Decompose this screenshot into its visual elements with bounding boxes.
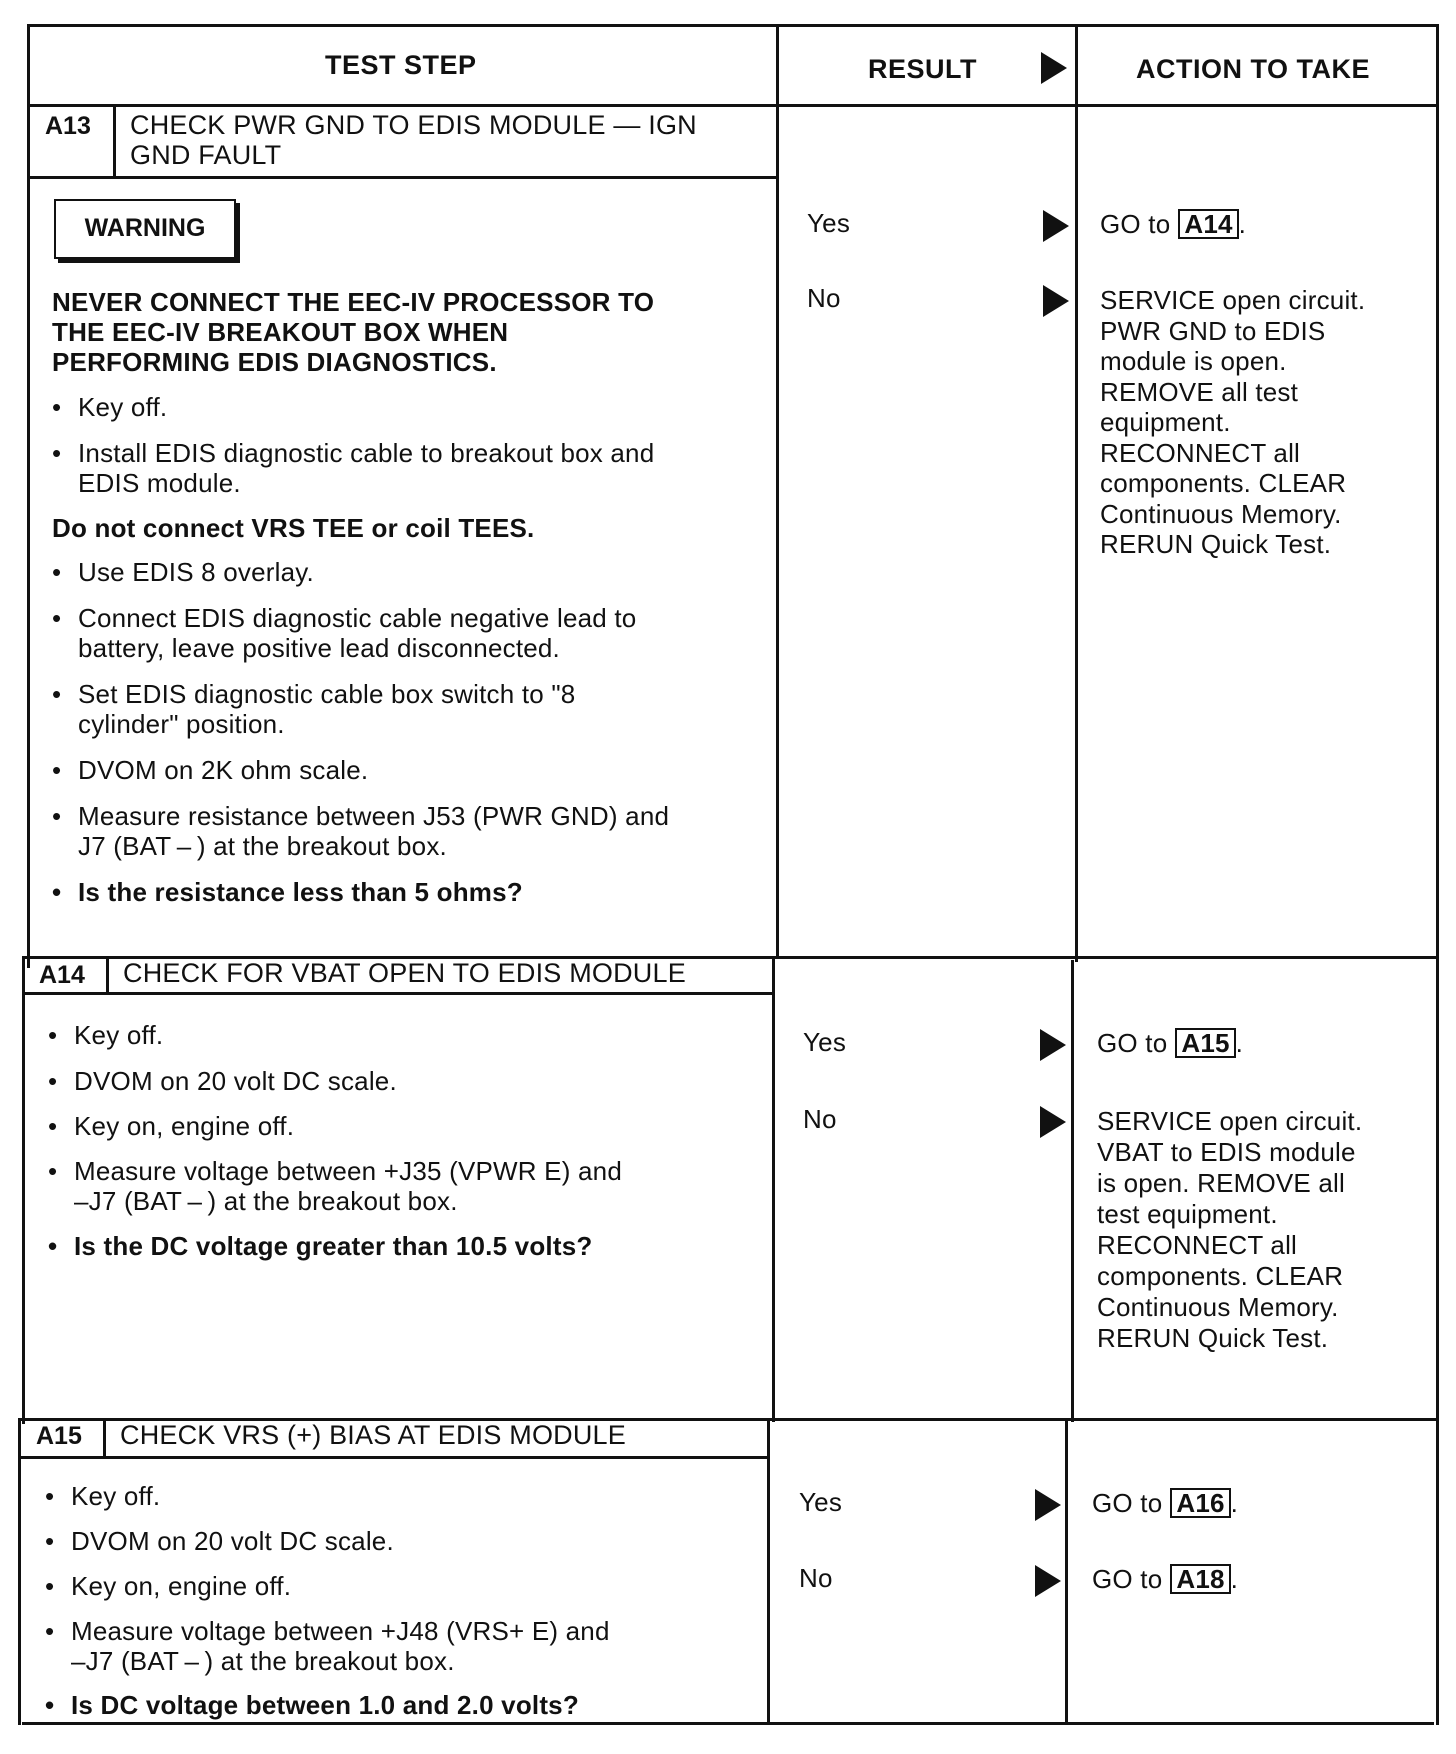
- bullet-icon: •: [52, 603, 62, 633]
- list-item: Connect EDIS diagnostic cable negative lead to: [78, 603, 637, 633]
- step-ref[interactable]: A14: [1178, 209, 1238, 239]
- step-title-line: CHECK VRS (+) BIAS AT EDIS MODULE: [120, 1420, 626, 1450]
- result-yes: Yes: [803, 1027, 847, 1057]
- arrow-right-icon: [1043, 210, 1069, 242]
- action-goto: GO to A14 .: [1100, 209, 1247, 239]
- step-id: A14: [39, 961, 85, 989]
- warning-text: NEVER CONNECT THE EEC-IV PROCESSOR TO: [52, 287, 655, 317]
- question-text: Is DC voltage between 1.0 and 2.0 volts?: [71, 1690, 579, 1720]
- bullet-icon: •: [45, 1526, 55, 1556]
- bullet-icon: •: [52, 877, 62, 907]
- bullet-icon: •: [48, 1066, 58, 1096]
- list-item: Install EDIS diagnostic cable to breakout box and: [78, 438, 655, 468]
- bullet-icon: •: [45, 1481, 55, 1511]
- bullet-icon: •: [45, 1616, 55, 1646]
- bullet-icon: •: [45, 1690, 55, 1720]
- bullet-icon: •: [48, 1231, 58, 1261]
- list-item: Measure voltage between +J48 (VRS+ E) and: [71, 1616, 610, 1646]
- list-item: Measure voltage between +J35 (VPWR E) and: [74, 1156, 622, 1186]
- bullet-icon: •: [52, 557, 62, 587]
- result-no: No: [799, 1563, 833, 1593]
- result-yes: Yes: [799, 1487, 843, 1517]
- warning-text: THE EEC-IV BREAKOUT BOX WHEN: [52, 317, 509, 347]
- step-title-line: GND FAULT: [130, 140, 282, 170]
- list-item-cont: –J7 (BAT – ) at the breakout box.: [74, 1186, 458, 1216]
- bullet-icon: •: [52, 392, 62, 422]
- header-result: RESULT: [868, 54, 977, 84]
- arrow-right-icon: [1040, 1106, 1066, 1138]
- question-text: Is the DC voltage greater than 10.5 volts?: [74, 1231, 593, 1261]
- arrow-right-icon: [1043, 285, 1069, 317]
- list-item: Key off.: [71, 1481, 161, 1511]
- bullet-icon: •: [52, 438, 62, 468]
- bullet-icon: •: [48, 1020, 58, 1050]
- bullet-icon: •: [52, 755, 62, 785]
- bullet-icon: •: [45, 1571, 55, 1601]
- list-item: DVOM on 2K ohm scale.: [78, 755, 369, 785]
- action-text: SERVICE open circuit. PWR GND to EDIS module is open. REMOVE all test equipment. RECONNECT all components. CLEAR Continuous Memory. RERUN Quick Test.: [1100, 285, 1366, 559]
- result-no: No: [803, 1104, 837, 1134]
- action-goto: GO to A16 .: [1092, 1488, 1239, 1518]
- step-id: A13: [45, 112, 91, 140]
- action-text: SERVICE open circuit. VBAT to EDIS module is open. REMOVE all test equipment. RECONNECT all components. CLEAR Continuous Memory. RERUN Quick Test.: [1097, 1106, 1363, 1353]
- list-item-cont: J7 (BAT – ) at the breakout box.: [78, 831, 447, 861]
- list-item-cont: cylinder" position.: [78, 709, 285, 739]
- list-item: Key off.: [78, 392, 168, 422]
- warning-box: WARNING: [54, 199, 236, 259]
- list-item: Key on, engine off.: [74, 1111, 295, 1141]
- list-item: Use EDIS 8 overlay.: [78, 557, 314, 587]
- list-item: Key off.: [74, 1020, 164, 1050]
- result-no: No: [807, 283, 841, 313]
- result-yes: Yes: [807, 208, 851, 238]
- note-text: Do not connect VRS TEE or coil TEES.: [52, 513, 535, 543]
- arrow-right-icon: [1041, 52, 1067, 84]
- step-ref[interactable]: A15: [1175, 1028, 1235, 1058]
- arrow-right-icon: [1040, 1029, 1066, 1061]
- arrow-right-icon: [1035, 1489, 1061, 1521]
- list-item-cont: –J7 (BAT – ) at the breakout box.: [71, 1646, 455, 1676]
- list-item: Set EDIS diagnostic cable box switch to "8: [78, 679, 576, 709]
- question-text: Is the resistance less than 5 ohms?: [78, 877, 523, 907]
- list-item-cont: EDIS module.: [78, 468, 241, 498]
- bullet-icon: •: [52, 679, 62, 709]
- list-item: Key on, engine off.: [71, 1571, 292, 1601]
- header-test-step: TEST STEP: [325, 50, 477, 80]
- list-item: DVOM on 20 volt DC scale.: [71, 1526, 394, 1556]
- step-title-line: CHECK FOR VBAT OPEN TO EDIS MODULE: [123, 958, 686, 988]
- step-title-line: CHECK PWR GND TO EDIS MODULE — IGN: [130, 110, 697, 140]
- list-item-cont: battery, leave positive lead disconnected.: [78, 633, 560, 663]
- bullet-icon: •: [48, 1156, 58, 1186]
- list-item: Measure resistance between J53 (PWR GND) and: [78, 801, 670, 831]
- step-ref[interactable]: A16: [1170, 1488, 1230, 1518]
- step-id: A15: [36, 1422, 82, 1450]
- header-action: ACTION TO TAKE: [1136, 54, 1370, 84]
- arrow-right-icon: [1035, 1565, 1061, 1597]
- list-item: DVOM on 20 volt DC scale.: [74, 1066, 397, 1096]
- step-ref[interactable]: A18: [1170, 1564, 1230, 1594]
- warning-text: PERFORMING EDIS DIAGNOSTICS.: [52, 347, 497, 377]
- bullet-icon: •: [52, 801, 62, 831]
- action-goto: GO to A18 .: [1092, 1564, 1239, 1594]
- bullet-icon: •: [48, 1111, 58, 1141]
- action-goto: GO to A15 .: [1097, 1028, 1244, 1058]
